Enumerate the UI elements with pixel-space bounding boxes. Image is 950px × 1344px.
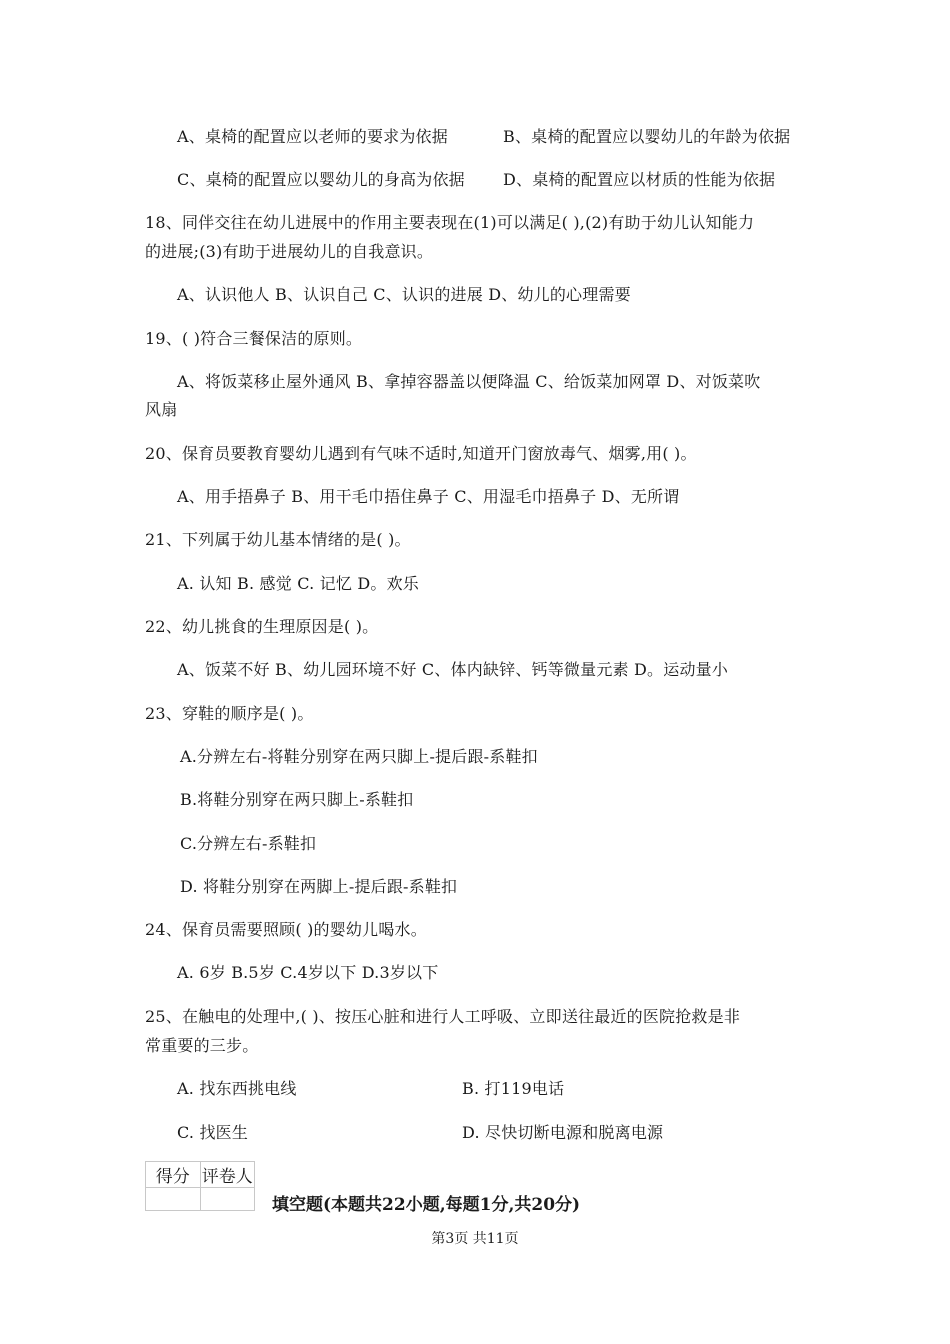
q24-question: 24、保育员需要照顾( )的婴幼儿喝水。 (145, 920, 427, 939)
q17-option-a: A、桌椅的配置应以老师的要求为依据 (177, 127, 448, 146)
q21-question: 21、下列属于幼儿基本情绪的是( )。 (145, 530, 411, 549)
page-footer: 第3页 共11页 (431, 1231, 519, 1247)
score-label: 得分 (146, 1162, 201, 1188)
q19-options-cont: 风扇 (145, 400, 178, 419)
q19-options: A、将饭菜移止屋外通风 B、拿掉容器盖以便降温 C、给饭菜加网罩 D、对饭菜吹 (177, 372, 761, 391)
q25-option-c: C. 找医生 (177, 1123, 249, 1142)
q25-option-a: A. 找东西挑电线 (177, 1079, 297, 1098)
q23-option-b: B.将鞋分别穿在两只脚上-系鞋扣 (180, 790, 414, 809)
q20-question: 20、保育员要教育婴幼儿遇到有气味不适时,知道开门窗放毒气、烟雾,用( )。 (145, 444, 697, 463)
grader-cell (200, 1188, 255, 1211)
q25-question-line-2: 常重要的三步。 (145, 1036, 259, 1055)
q17-option-b: B、桌椅的配置应以婴幼儿的年龄为依据 (503, 127, 791, 146)
q22-options: A、饭菜不好 B、幼儿园环境不好 C、体内缺锌、钙等微量元素 D。运动量小 (177, 660, 729, 679)
grader-label: 评卷人 (200, 1162, 255, 1188)
q21-options: A. 认知 B. 感觉 C. 记忆 D。欢乐 (177, 574, 419, 593)
q17-option-c: C、桌椅的配置应以婴幼儿的身高为依据 (177, 170, 465, 189)
score-cell (146, 1188, 201, 1211)
q17-option-d: D、桌椅的配置应以材质的性能为依据 (503, 170, 776, 189)
q19-question: 19、( )符合三餐保洁的原则。 (145, 329, 363, 348)
score-grader-table (145, 1161, 255, 1211)
q25-option-b: B. 打119电话 (462, 1079, 565, 1098)
section-title: 填空题(本题共22小题,每题1分,共20分) (272, 1195, 581, 1215)
q22-question: 22、幼儿挑食的生理原因是( )。 (145, 617, 379, 636)
q23-option-d: D. 将鞋分别穿在两脚上-提后跟-系鞋扣 (180, 877, 458, 896)
q25-question-line-1: 25、在触电的处理中,( )、按压心脏和进行人工呼吸、立即送往最近的医院抢救是非 (145, 1007, 741, 1026)
q23-option-c: C.分辨左右-系鞋扣 (180, 834, 317, 853)
q18-question-line-1: 18、同伴交往在幼儿进展中的作用主要表现在(1)可以满足( ),(2)有助于幼儿认知能力 (145, 213, 755, 232)
q25-option-d: D. 尽快切断电源和脱离电源 (462, 1123, 664, 1142)
q24-options: A. 6岁 B.5岁 C.4岁以下 D.3岁以下 (177, 963, 439, 982)
q18-question-line-2: 的进展;(3)有助于进展幼儿的自我意识。 (145, 242, 434, 261)
q23-question: 23、穿鞋的顺序是( )。 (145, 704, 314, 723)
q18-options: A、认识他人 B、认识自己 C、认识的进展 D、幼儿的心理需要 (177, 285, 631, 304)
q17-options-row-1 (177, 127, 448, 147)
q23-option-a: A.分辨左右-将鞋分别穿在两只脚上-提后跟-系鞋扣 (180, 747, 538, 766)
q20-options: A、用手捂鼻子 B、用干毛巾捂住鼻子 C、用湿毛巾捂鼻子 D、无所谓 (177, 487, 680, 506)
